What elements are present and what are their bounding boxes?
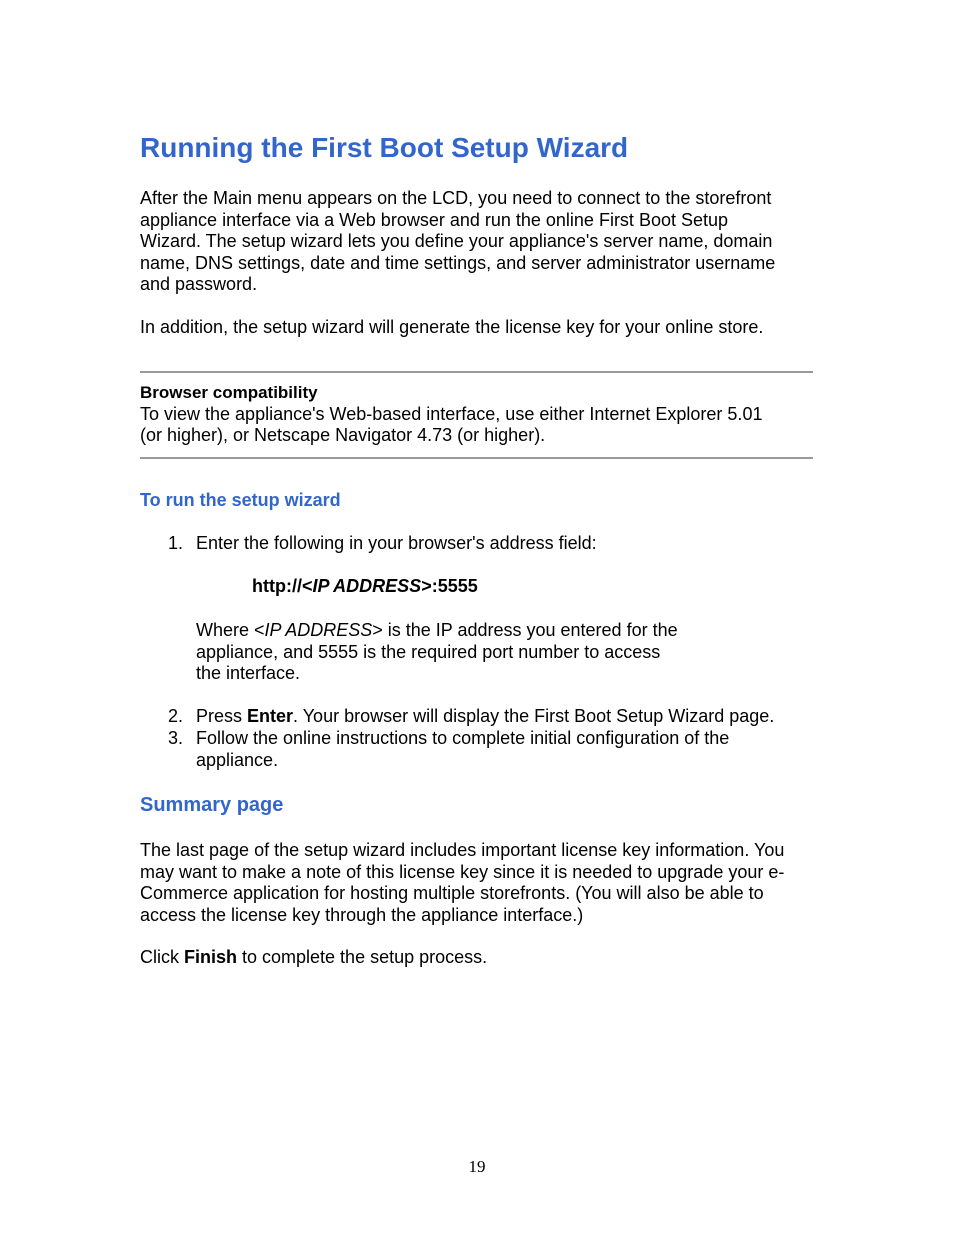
where-variable: IP ADDRESS	[264, 620, 373, 640]
note-top-divider	[140, 371, 813, 373]
step-text: Enter the following in your browser's address field:	[196, 533, 597, 553]
step-number: 1.	[168, 533, 184, 553]
url-prefix: http://<	[252, 576, 313, 596]
summary-line: The last page of the setup wizard includes important license key information. You	[140, 840, 785, 860]
enter-key-label: Enter	[247, 706, 294, 726]
where-explanation	[196, 620, 678, 685]
where-line	[196, 620, 678, 642]
where-line: appliance, and 5555 is the required port number to access	[196, 641, 661, 662]
summary-paragraph	[140, 840, 784, 926]
note-line: (or higher), or Netscape Navigator 4.73 (or higher).	[140, 425, 546, 445]
url-suffix: >:5555	[421, 576, 478, 596]
addition-paragraph: In addition, the setup wizard will generate the license key for your online store.	[140, 317, 764, 337]
step-text	[196, 706, 774, 728]
note-heading: Browser compatibility	[140, 383, 318, 402]
browser-compatibility-note	[140, 382, 762, 447]
summary-heading: Summary page	[140, 794, 284, 816]
where-prefix: Where <	[196, 620, 265, 640]
where-rest: > is the IP address you entered for the	[372, 620, 678, 640]
finish-rest: to complete the setup process.	[237, 947, 488, 967]
intro-line: After the Main menu appears on the LCD, you need to connect to the storefront	[140, 188, 772, 208]
summary-line: may want to make a note of this license key since it is needed to upgrade your e-	[140, 861, 785, 882]
step-text: Follow the online instructions to complete initial configuration of the	[196, 728, 730, 748]
intro-paragraph	[140, 188, 775, 296]
summary-line: access the license key through the appliance interface.)	[140, 904, 584, 925]
intro-line: name, DNS settings, date and time settings, and server administrator username	[140, 252, 776, 273]
page-title: Running the First Boot Setup Wizard	[140, 132, 629, 163]
step-number: 2.	[168, 706, 184, 726]
page-number: 19	[468, 1157, 486, 1176]
procedure-heading: To run the setup wizard	[140, 490, 341, 510]
step-prefix: Press	[196, 706, 248, 726]
finish-prefix: Click	[140, 947, 184, 967]
finish-key-label: Finish	[184, 947, 237, 967]
step-rest: . Your browser will display the First Boot Setup Wizard page.	[293, 706, 775, 726]
step-number: 3.	[168, 728, 184, 748]
url-variable: IP ADDRESS	[312, 576, 422, 596]
finish-instruction	[140, 947, 487, 969]
summary-line: Commerce application for hosting multiple storefronts. (You will also be able to	[140, 883, 764, 903]
where-line: the interface.	[196, 663, 301, 683]
intro-line: and password.	[140, 274, 258, 294]
intro-line: appliance interface via a Web browser and run the online First Boot Setup	[140, 209, 729, 230]
intro-line: Wizard. The setup wizard lets you define your appliance's server name, domain	[140, 231, 773, 251]
setup-url	[252, 576, 478, 598]
note-bottom-divider	[140, 457, 813, 459]
note-line: To view the appliance's Web-based interface, use either Internet Explorer 5.01	[140, 403, 763, 424]
step-text: appliance.	[196, 749, 279, 770]
